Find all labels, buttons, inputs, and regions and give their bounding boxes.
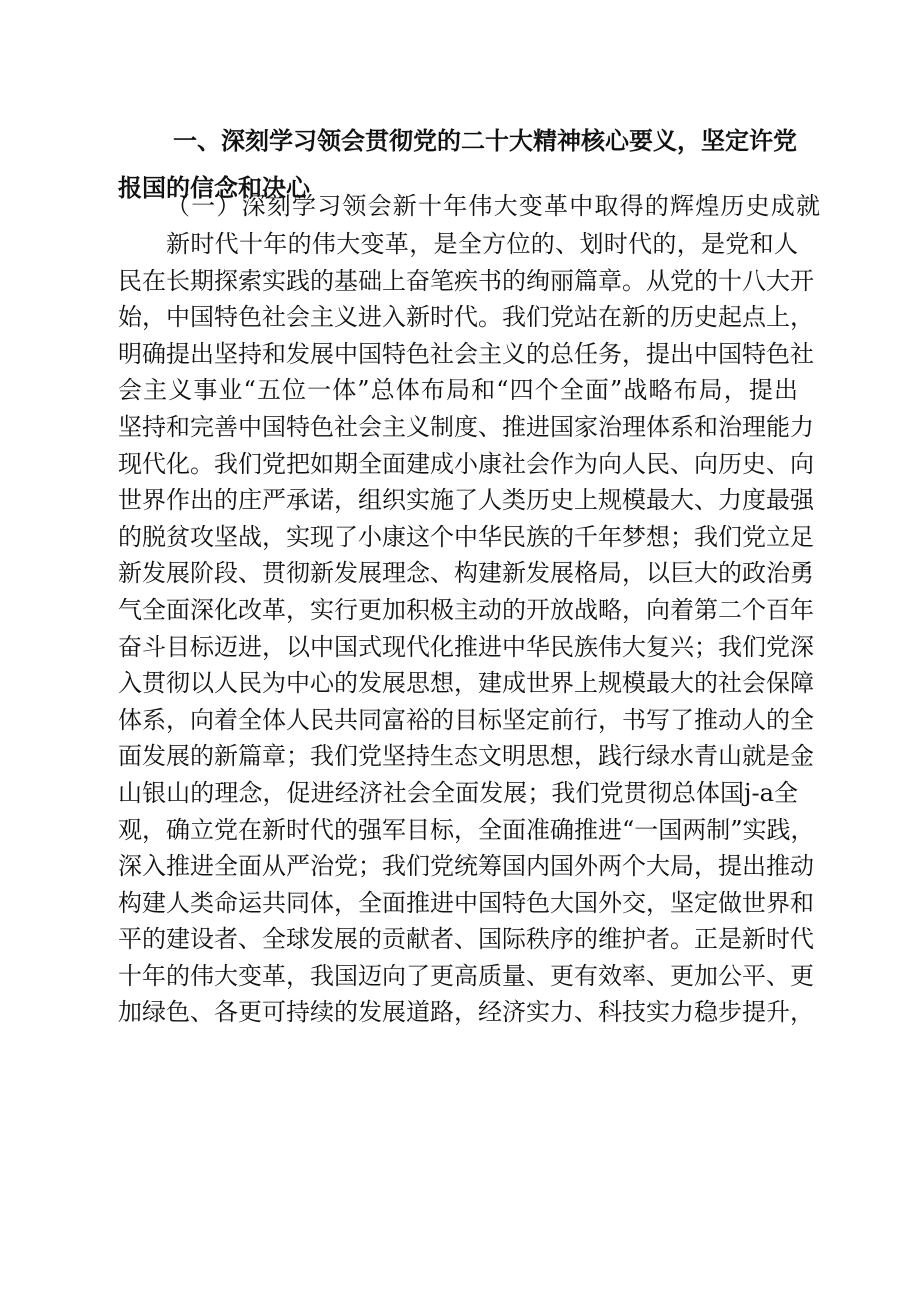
body-line: 始，中国特色社会主义进入新时代。我们党站在新的历史起点上， xyxy=(118,303,814,332)
body-line: 奋斗目标迈进，以中国式现代化推进中华民族伟大复兴；我们党深 xyxy=(118,632,814,661)
body-line: 新发展阶段、贯彻新发展理念、构建新发展格局，以巨大的政治勇 xyxy=(118,559,814,588)
body-line: 新时代十年的伟大变革，是全方位的、划时代的，是党和人 xyxy=(166,230,798,258)
body-line: 体系，向着全体人民共同富裕的目标坚定前行，书写了推动人的全 xyxy=(118,705,814,734)
body-line: 平的建设者、全球发展的贡献者、国际秩序的维护者。正是新时代 xyxy=(118,925,814,954)
body-line: 十年的伟大变革，我国迈向了更高质量、更有效率、更加公平、更 xyxy=(118,961,814,990)
body-line: 入贯彻以人民为中心的发展思想，建成世界上规模最大的社会保障 xyxy=(118,669,814,698)
body-line: 的脱贫攻坚战，实现了小康这个中华民族的千年梦想；我们党立足 xyxy=(118,522,814,551)
body-line: 世界作出的庄严承诺，组织实施了人类历史上规模最大、力度最强 xyxy=(118,486,814,515)
body-line: 加绿色、各更可持续的发展道路，经济实力、科技实力稳步提升， xyxy=(118,998,814,1027)
body-line: 会主义事业“五位一体”总体布局和“四个全面”战略布局，提出 xyxy=(118,376,798,405)
body-line: 民在长期探索实践的基础上奋笔疾书的绚丽篇章。从党的十八大开 xyxy=(118,266,814,295)
section-heading-line-2: 报国的信念和决心 xyxy=(118,174,310,202)
body-line: 构建人类命运共同体，全面推进中国特色大国外交，坚定做世界和 xyxy=(118,888,814,917)
body-paragraph xyxy=(118,226,815,1031)
body-line: 面发展的新篇章；我们党坚持生态文明思想，践行绿水青山就是金 xyxy=(118,742,814,771)
section-heading-line-1: 一、深刻学习领会贯彻党的二十大精神核心要义，坚定许党 xyxy=(173,127,797,155)
subsection-heading: （一）深刻学习领会新十年伟大变革中取得的辉煌历史成就 xyxy=(166,192,822,220)
body-line: 气全面深化改革，实行更加积极主动的开放战略，向着第二个百年 xyxy=(118,595,814,624)
body-line: 坚持和完善中国特色社会主义制度、推进国家治理体系和治理能力 xyxy=(118,412,814,441)
body-line: 现代化。我们党把如期全面建成小康社会作为向人民、向历史、向 xyxy=(118,449,814,478)
body-line: 明确提出坚持和发展中国特色社会主义的总任务，提出中国特色社 xyxy=(118,339,814,368)
body-line: 观，确立党在新时代的强军目标，全面准确推进“一国两制”实践， xyxy=(118,815,815,844)
body-line: 深入推进全面从严治党；我们党统筹国内国外两个大局，提出推动 xyxy=(118,852,814,881)
body-line: 山银山的理念，促进经济社会全面发展；我们党贯彻总体国j-a全 xyxy=(118,778,798,807)
